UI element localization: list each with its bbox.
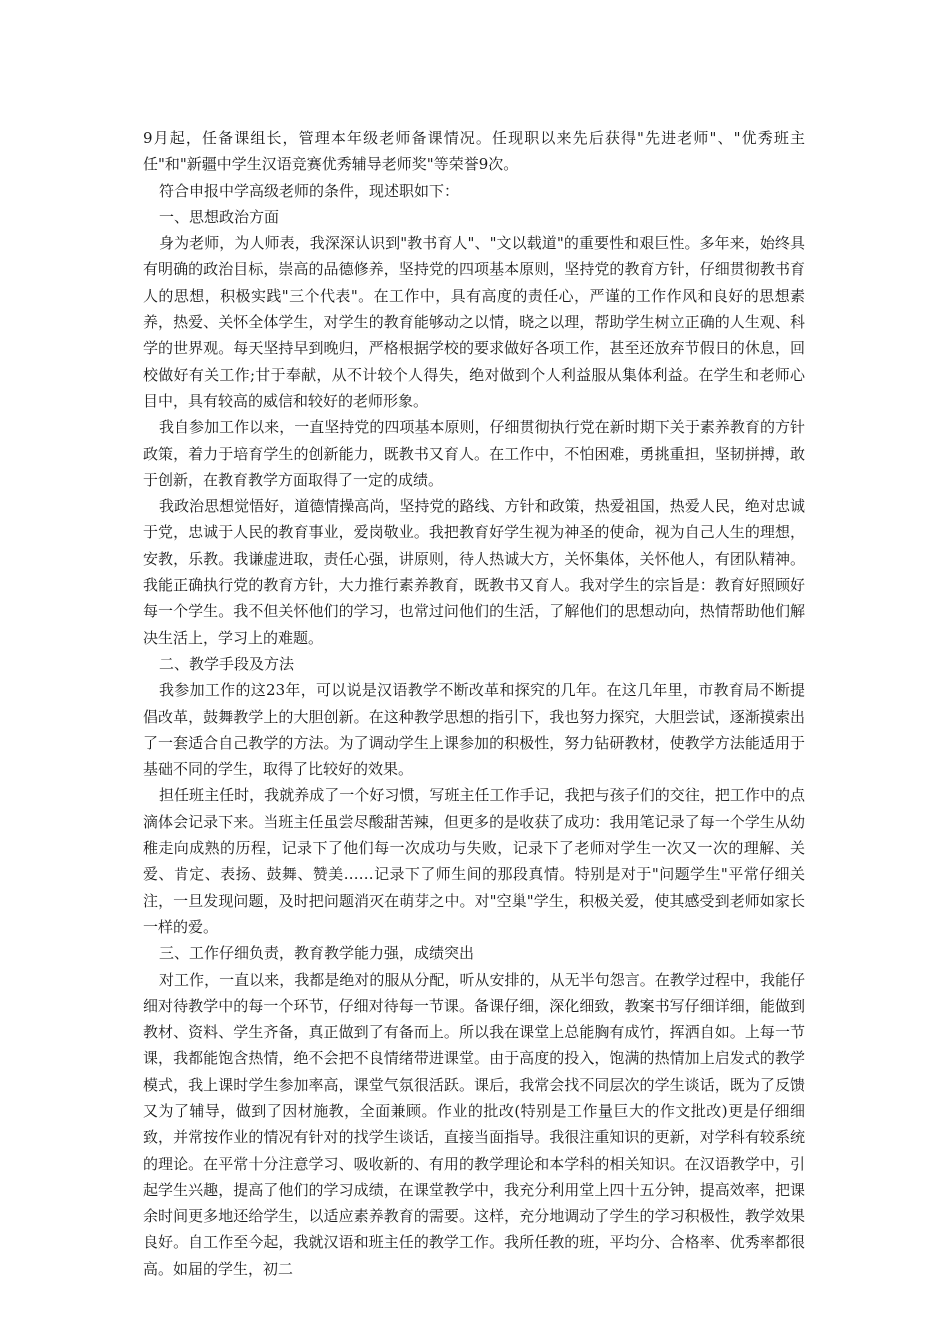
- paragraph-application-statement: 符合申报中学高级老师的条件，现述职如下：: [159, 181, 460, 200]
- paragraph-political-awareness: 我政治思想觉悟好，道德情操高尚，坚持党的路线、方针和政策，热爱祖国，热爱人民，绝对忠诚于党，忠诚于人民的教育事业，爱岗敬业。我把教育好学生视为神圣的使命，视为自己人生的理想，安教，乐教。我谦虚进取，责任心强，讲原则，待人热诚大方，关怀集体，关怀他人，有团队精神。我能正确执行党的教育方针，大力推行素养教育，既教书又育人。我对学生的宗旨是：教育好照顾好每一个学生。我不但关怀他们的学习，也常过问他们的生活，了解他们的思想动向，热情帮助他们解决生活上，学习上的难题。: [143, 497, 805, 647]
- section-heading-teaching-methods: 二、教学手段及方法: [159, 654, 295, 673]
- paragraph-intro-continuation: 9月起，任备课组长，管理本年级老师备课情况。任现职以来先后获得"先进老师"、"优秀班主任"和"新疆中学生汉语竞赛优秀辅导老师奖"等荣誉9次。: [143, 129, 805, 174]
- paragraph-teacher-role: 身为老师，为人师表，我深深认识到"教书育人"、"文以载道"的重要性和艰巨性。多年来，始终具有明确的政治目标，崇高的品德修养，坚持党的四项基本原则，坚持党的教育方针，仔细贯彻教书育人的思想，积极实践"三个代表"。在工作中，具有高度的责任心，严谨的工作作风和良好的思想素养，热爱、关怀全体学生，对学生的教育能够动之以情，晓之以理，帮助学生树立正确的人生观、科学的世界观。每天坚持早到晚归，严格根据学校的要求做好各项工作，甚至还放弃节假日的休息，回校做好有关工作;甘于奉献，从不计较个人得失，绝对做到个人利益服从集体利益。在学生和老师心目中，具有较高的威信和较好的老师形象。: [143, 234, 805, 410]
- section-heading-political-thought: 一、思想政治方面: [159, 207, 280, 226]
- paragraph-since-joining-work: 我自参加工作以来，一直坚持党的四项基本原则，仔细贯彻执行党在新时期下关于素养教育的方针政策，着力于培育学生的创新能力，既教书又育人。在工作中，不怕困难，勇挑重担，坚韧拼搏，敢于创新，在教育教学方面取得了一定的成绩。: [143, 418, 805, 489]
- paragraph-work-attitude: 对工作，一直以来，我都是绝对的服从分配，听从安排的，从无半句怨言。在教学过程中，我能仔细对待教学中的每一个环节，仔细对待每一节课。备课仔细，深化细致，教案书写仔细详细，能做到教材、资料、学生齐备，真正做到了有备而上。所以我在课堂上总能胸有成竹，挥洒自如。上每一节课，我都能饱含热情，绝不会把不良情绪带进课堂。由于高度的投入，饱满的热情加上启发式的教学模式，我上课时学生参加率高，课堂气氛很活跃。课后，我常会找不同层次的学生谈话，既为了反馈又为了辅导，做到了因材施教，全面兼顾。作业的批改(特别是工作量巨大的作文批改)更是仔细细致，并常按作业的情况有针对的找学生谈话，直接当面指导。我很注重知识的更新，对学科有较系统的理论。在平常十分注意学习、吸收新的、有用的教学理论和本学科的相关知识。在汉语教学中，引起学生兴趣，提高了他们的学习成绩，在课堂教学中，我充分利用堂上四十五分钟，提高效率，把课余时间更多地还给学生，以适应素养教育的需要。这样，充分地调动了学生的学习积极性，教学效果良好。自工作至今起，我就汉语和班主任的教学工作。我所任教的班，平均分、合格率、优秀率都很高。如届的学生，初二: [143, 970, 805, 1278]
- paragraph-teaching-reform: 我参加工作的这23年，可以说是汉语教学不断改革和探究的几年。在这几年里，市教育局不断提倡改革，鼓舞教学上的大胆创新。在这种教学思想的指引下，我也努力探究，大胆尝试，逐渐摸索出了一套适合自己教学的方法。为了调动学生上课参加的积极性，努力钻研教材，使教学方法能适用于基础不同的学生，取得了比较好的效果。: [143, 681, 805, 779]
- document-body: [143, 125, 805, 1282]
- paragraph-class-teacher-notes: 担任班主任时，我就养成了一个好习惯，写班主任工作手记，我把与孩子们的交往，把工作中的点滴体会记录下来。当班主任虽尝尽酸甜苦辣，但更多的是收获了成功：我用笔记录了每一个学生从幼稚走向成熟的历程，记录下了他们每一次成功与失败，记录下了老师对学生一次又一次的理解、关爱、肯定、表扬、鼓舞、赞美……记录下了师生间的那段真情。特别是对于"问题学生"平常仔细关注，一旦发现问题，及时把问题消灭在萌芽之中。对"空巢"学生，积极关爱，使其感受到老师如家长一样的爱。: [143, 786, 805, 936]
- section-heading-work-responsibility: 三、工作仔细负责，教育教学能力强，成绩突出: [159, 944, 475, 963]
